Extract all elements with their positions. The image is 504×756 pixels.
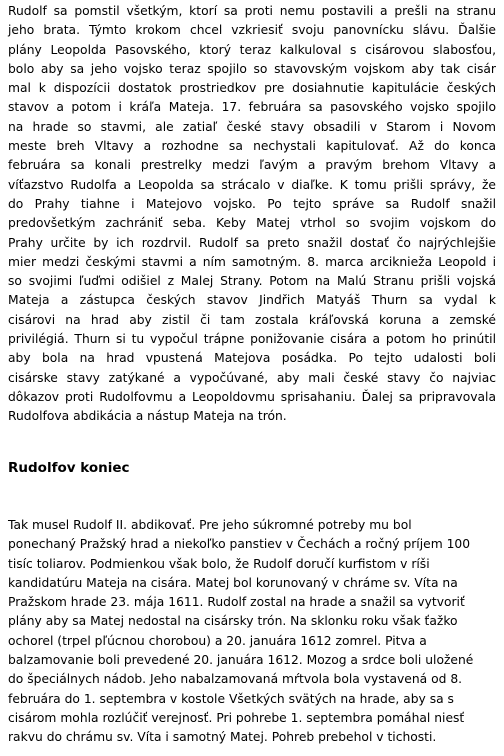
text-line: mal k dispozícii dostatok prostriedkov pre dosiahnutie kapitulácie českých <box>8 81 496 96</box>
text-line: ponechaný Pražský hrad a niekoľko panstiev v Čechách a ročný príjem 100 <box>8 537 471 552</box>
text-line: balzamovanie boli prevedené 20. januára 1612. Mozog a srdce boli uložené <box>8 653 474 668</box>
text-line: Pražskom hrade 23. mája 1611. Rudolf zostal na hrade a snažil sa vytvoriť <box>8 595 465 610</box>
text-line: Rudolf sa pomstil všetkým, ktorí sa proti nemu postavili a prešli na stranu <box>8 4 496 18</box>
text-line: do špeciálnych nádob. Jeho nabalzamovaná mŕtvola bola vystavená od 8. <box>8 672 463 687</box>
text-line: kandidatúru Mateja na cisára. Matej bol korunovaný v chráme sv. Víta na <box>8 575 458 590</box>
text-line: cisárom mohla rozlúčiť verejnosť. Pri pohrebe 1. septembra pomáhal niesť <box>8 710 465 725</box>
text-line: aby bola na hrad vpustená Matejova posádka. Po tejto udalosti boli <box>8 351 496 366</box>
text-line: mier medzi českými stavmi a ním samotným. 8. marca arcikniežа Leopold i <box>8 254 496 269</box>
section-heading: Rudolfov koniec <box>8 460 130 476</box>
paragraph-rudolf-end <box>8 516 496 748</box>
text-line: do Prahy tiahne i Matejovo vojsko. Po tejto správe sa Rudolf snažil <box>8 196 496 211</box>
paragraph-rudolf-revenge <box>8 2 496 427</box>
text-line: cisárske stavy zatýkané a vypočúvané, aby mali české stavy čo najviac <box>8 370 496 385</box>
text-line: Tak musel Rudolf II. abdikovať. Pre jeho súkromné potreby mu bol <box>8 518 412 532</box>
text-line: bolo aby sa jeho vojsko teraz spojilo so stavovským vojskom aby tak cisár <box>8 61 496 76</box>
text-line: dôkazov proti Rudolfovmu a Leopoldovmu sprisahaniu. Ďalej sa pripravovala <box>8 389 496 404</box>
text-line: Prahy určite by ich rozdrvil. Rudolf sa preto snažil dostať čo najrýchlejšie <box>8 235 496 250</box>
text-line: plány Leopolda Pasovského, ktorý teraz kalkuloval s cisárovou slabosťou, <box>8 42 496 57</box>
text-line: stavov a potom i kráľa Mateja. 17. februára sa pasovského vojsko spojilo <box>8 100 496 115</box>
text-line: so svojimi ľuďmi odišiel z Malej Strany. Potom na Malú Stranu prišli vojská <box>8 274 496 289</box>
text-line: februára sa konali prestrelky medzi ľavým a pravým brehom Vltavy a <box>8 158 496 173</box>
text-line: na hrade so stavmi, ale zatiaľ české stavy obsadili v Starom i Novom <box>8 119 496 134</box>
text-line: jeho brata. Týmto krokom chcel vzkriesiť svoju panovnícku slávu. Ďalšie <box>8 23 496 38</box>
text-line: ochorel (trpel pľúcnou chorobou) a 20. januára 1612 zomrel. Pitva a <box>8 633 427 648</box>
text-line: meste breh Vltavy a rozhodne sa nechystali kapitulovať. Až do konca <box>8 139 496 154</box>
text-line: tisíc toliarov. Podmienkou však bolo, že Rudolf doručí kurfistom v ríši <box>8 556 430 571</box>
text-line: februára do 1. septembra v kostole Všetkých svätých na hrade, aby sa s <box>8 691 454 706</box>
text-line: Rudolfova abdikácia a nástup Mateja na trón. <box>8 409 287 424</box>
text-line: plány aby sa Matej nedostal na cisársky trón. Na sklonku roku však ťažko <box>8 614 458 629</box>
text-line: predovšetkým zachrániť seba. Keby Matej vtrhol so svojim vojskom do <box>8 216 496 231</box>
text-line: Mateja a zástupca českých stavov Jindřich Matyáš Thurn sa vydal k <box>8 293 496 308</box>
text-line: rakvu do chrámu sv. Víta i samotný Matej. Pohreb prebehol v tichosti. <box>8 730 437 745</box>
text-line: cisárovi na hrad aby zistil či tam zostala kráľovská koruna a zemské <box>8 312 496 327</box>
text-line: víťazstvo Rudolfa a Leopolda sa strácalo v diaľke. K tomu prišli správy, že <box>8 177 496 192</box>
text-line: privilégiá. Thurn si tu vypočul trápne ponižovanie cisára a potom ho prinútil <box>8 332 496 347</box>
